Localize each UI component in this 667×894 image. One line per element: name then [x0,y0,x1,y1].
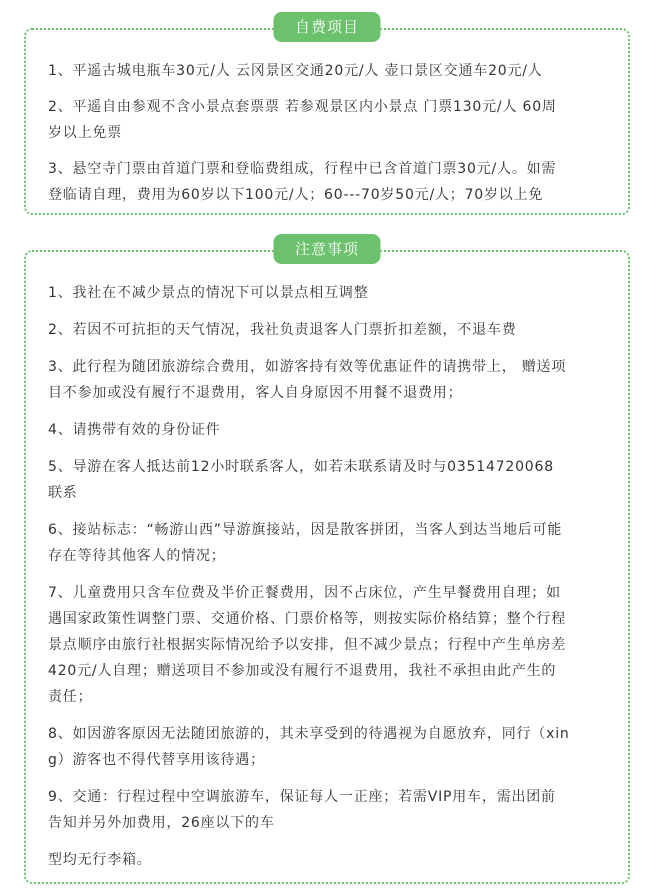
list-item [48,454,614,506]
section-title-self-pay: 自费项目 [274,12,381,42]
list-item-line: 2、若因不可抗拒的天气情况，我社负责退客人门票折扣差额，不退车费 [48,322,517,338]
list-item-line: 责任； [48,689,93,705]
list-item-line: 8、如因游客原因无法随团旅游的，其未享受到的待遇视为自愿放弃，同行（xin [48,726,570,742]
list-item-line: 2、平遥自由参观不含小景点套票票 若参观景区内小景点 门票130元/人 60周 [48,99,557,115]
self-pay-section [24,18,630,215]
notes-list [48,280,614,884]
list-item-line: 3、此行程为随团旅游综合费用，如游客持有效等优惠证件的请携带上， 赠送项 [48,359,567,375]
list-item-line: 5、导游在客人抵达前12小时联系客人，如若未联系请及时与03514720068 [48,459,554,475]
list-item [48,94,614,146]
list-item-line: 6、接站标志：“畅游山西”导游旗接站，因是散客拼团，当客人到达当地后可能 [48,522,563,538]
list-item-line: 420元/人自理；赠送项目不参加或没有履行不退费用，我社不承担由此产生的 [48,663,557,679]
list-item [48,317,614,343]
list-item-line: 7、儿童费用只含车位费及半价正餐费用，因不占床位，产生早餐费用自理；如 [48,585,561,601]
list-item [48,517,614,569]
list-item-line: 目不参加或没有履行不退费用，客人自身原因不用餐不退费用； [48,385,463,401]
list-item-line: g）游客也不得代替享用该待遇； [48,752,265,768]
list-item-line: 岁以上免票 [48,125,122,141]
list-item-line: 型均无行李箱。 [48,852,152,868]
list-item [48,721,614,773]
list-item [48,156,614,208]
list-item-line: 告知并另外加费用，26座以下的车 [48,815,275,831]
list-item-line: 景点顺序由旅行社根据实际情况给予以安排，但不减少景点；行程中产生单房差 [48,637,566,653]
list-item-line: 4、请携带有效的身份证件 [48,422,221,438]
list-item-line: 联系 [48,485,78,501]
list-item [48,417,614,443]
list-item [48,580,614,710]
list-item-line: 1、我社在不减少景点的情况下可以景点相互调整 [48,285,369,301]
list-item-line: 登临请自理，费用为60岁以下100元/人；60---70岁50元/人；70岁以上免 [48,187,544,203]
self-pay-list [48,58,614,218]
list-item [48,58,614,84]
list-item [48,354,614,406]
section-title-notes: 注意事项 [274,234,381,264]
list-item [48,280,614,306]
list-item-line: 9、交通：行程过程中空调旅游车，保证每人一正座；若需VIP用车，需出团前 [48,789,556,805]
list-item [48,847,614,873]
list-item-line: 1、平遥古城电瓶车30元/人 云冈景区交通20元/人 壶口景区交通车20元/人 [48,63,543,79]
list-item-line: 遇国家政策性调整门票、交通价格、门票价格等，则按实际价格结算；整个行程 [48,611,566,627]
list-item [48,784,614,836]
list-item-line: 存在等待其他客人的情况； [48,548,226,564]
list-item-line: 3、悬空寺门票由首道门票和登临费组成，行程中已含首道门票30元/人。如需 [48,161,557,177]
notes-section [24,240,630,884]
